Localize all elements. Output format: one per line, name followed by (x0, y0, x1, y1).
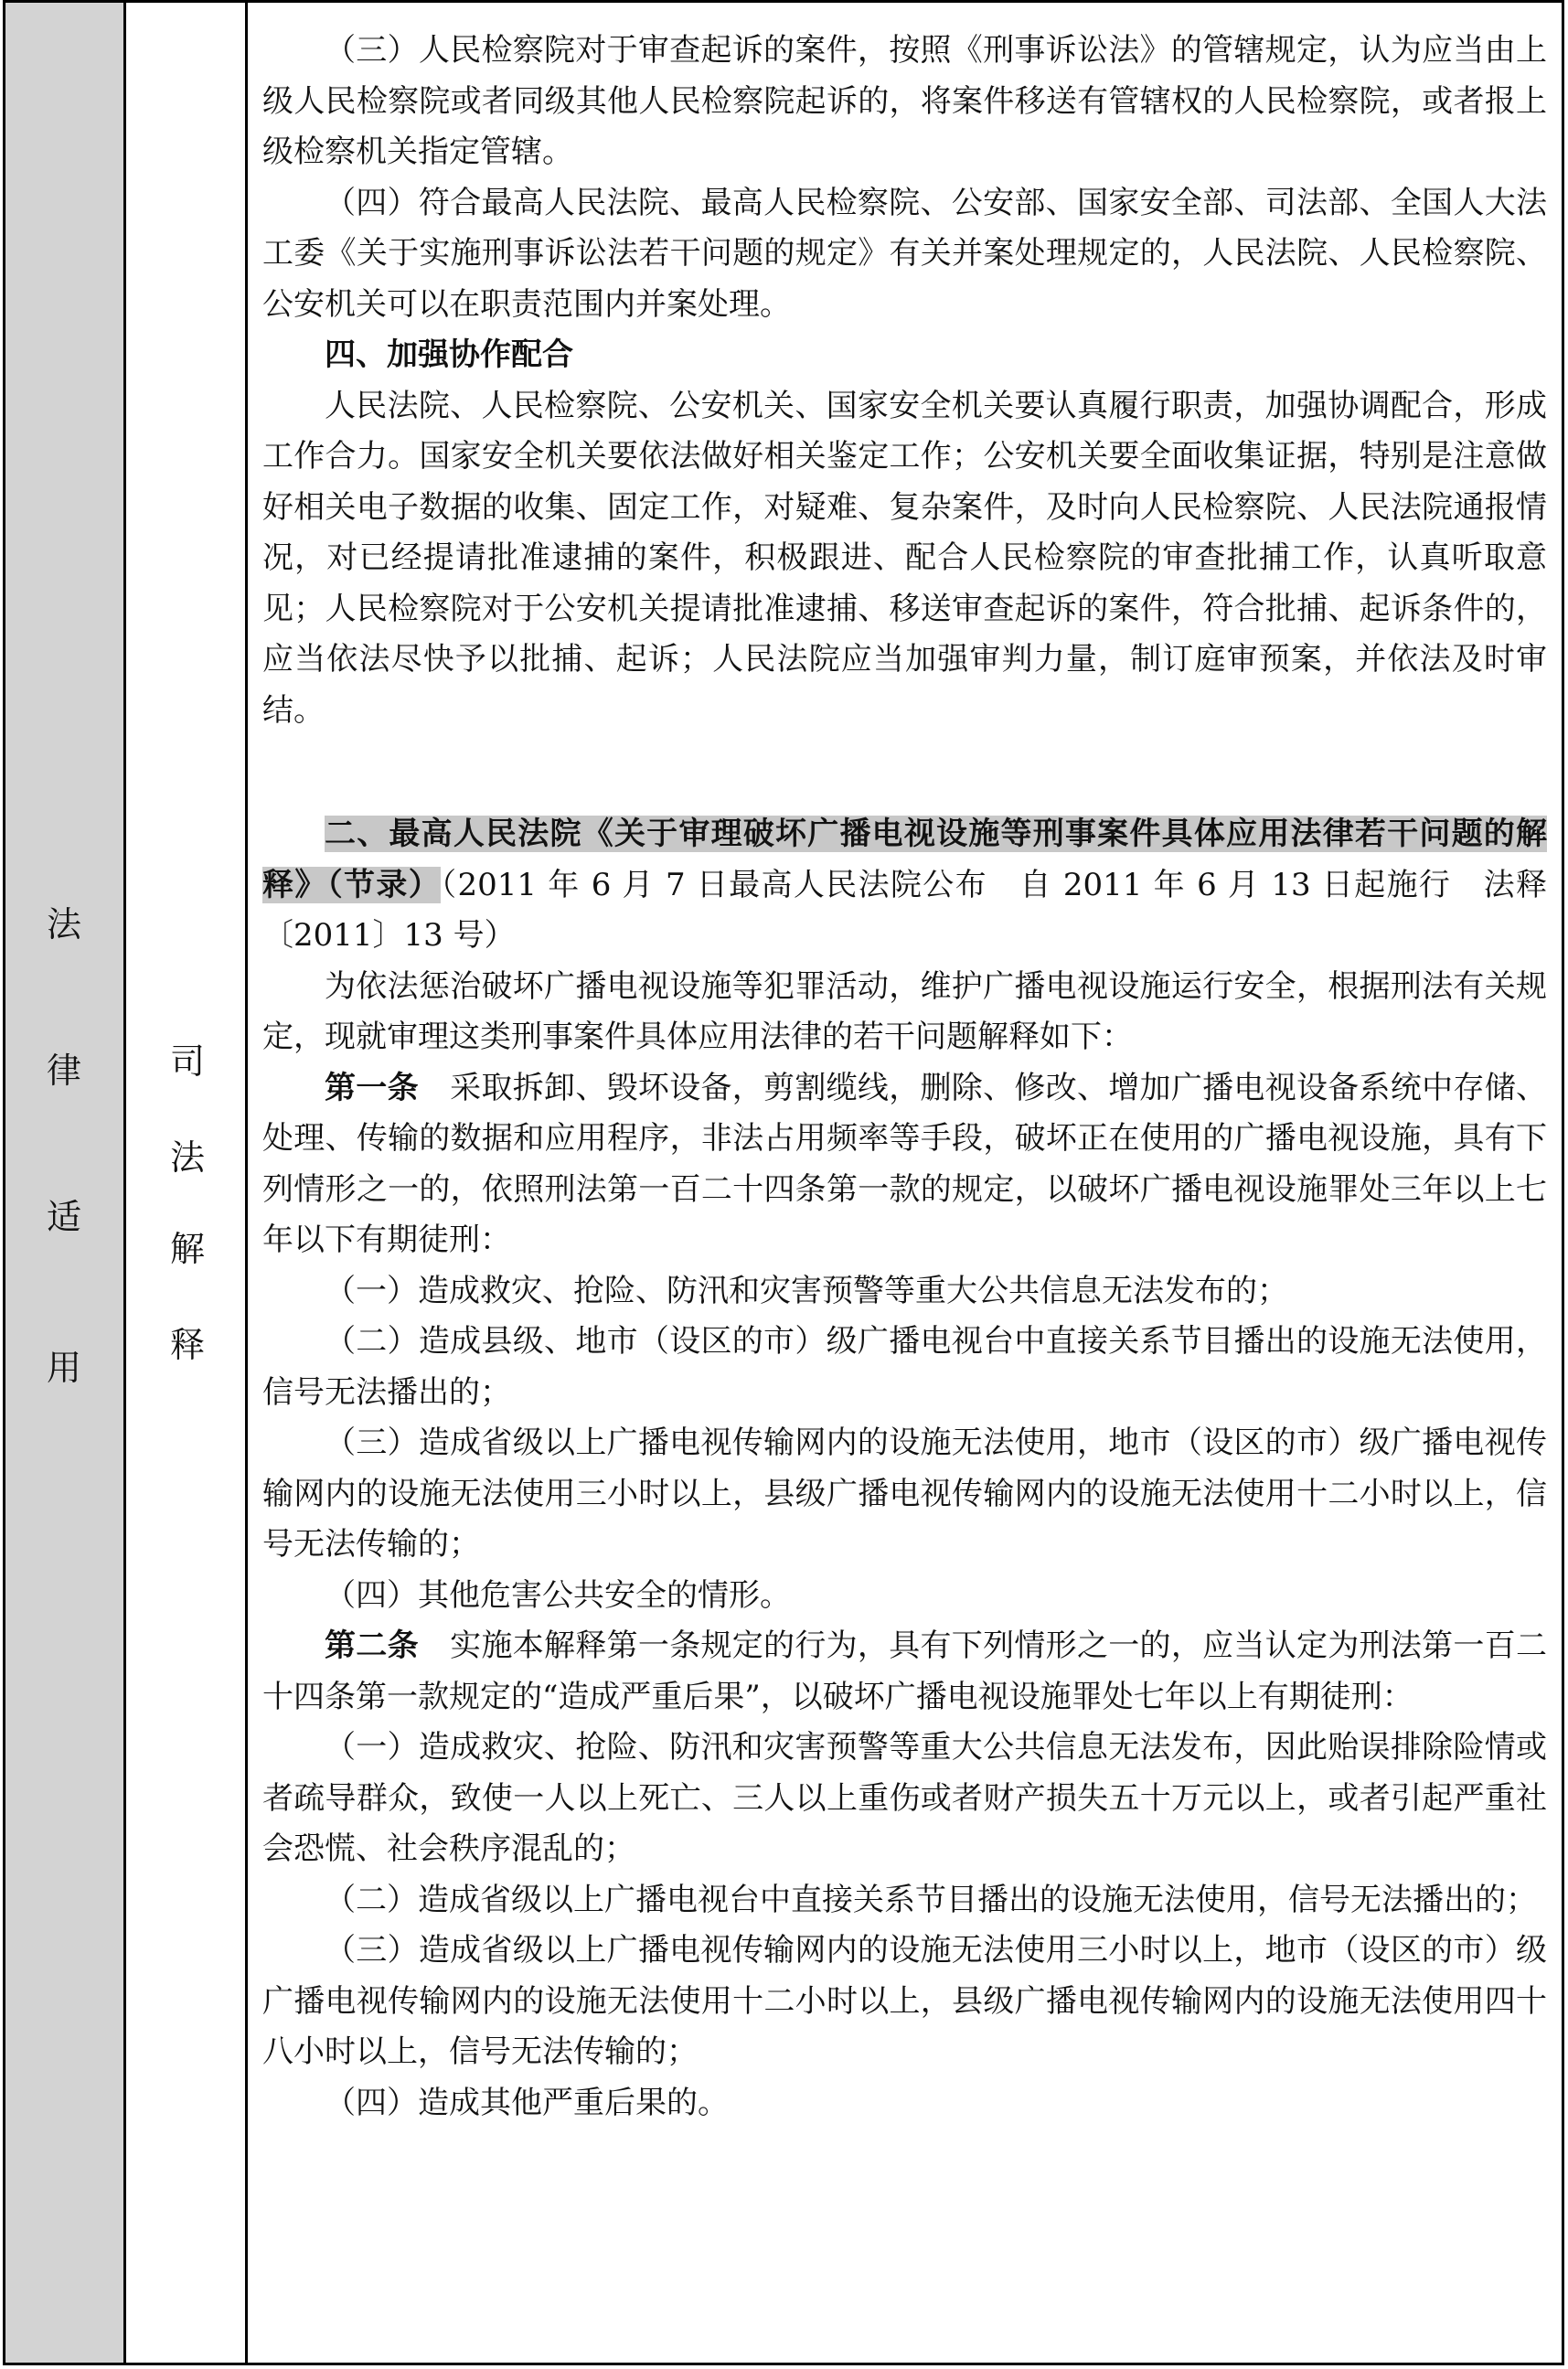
article-2-text: 实施本解释第一条规定的行为，具有下列情形之一的，应当认定为刑法第一百二十四条第一款规定的“造成严重后果”，以破坏广播电视设施罪处七年以上有期徒刑： (262, 1627, 1548, 1715)
article-1 (262, 1063, 1547, 1266)
category-char-3: 适 (46, 1197, 81, 1237)
article-1-item-3: （三）造成省级以上广播电视传输网内的设施无法使用，地市（设区的市）级广播电视传输网内的设施无法使用三小时以上，县级广播电视传输网内的设施无法使用十二小时以上，信号无法传输的； (262, 1425, 1547, 1563)
paragraph-item-3: （三）人民检察院对于审查起诉的案件，按照《刑事诉讼法》的管辖规定，认为应当由上级人民检察院或者同级其他人民检察院起诉的，将案件移送有管辖权的人民检察院，或者报上级检察机关指定管辖。 (262, 32, 1547, 170)
section2-title: 二、最高人民法院《关于审理破坏广播电视设施等刑事案件具体应用法律若干问题的解释》（节录） (262, 816, 1547, 903)
paragraph-cooperation: 人民法院、人民检察院、公安机关、国家安全机关要认真履行职责，加强协调配合，形成工作合力。国家安全机关要依法做好相关鉴定工作；公安机关要全面收集证据，特别是注意做好相关电子数据的收集、固定工作，对疑难、复杂案件，及时向人民检察院、人民法院通报情况，对已经提请批准逮捕的案件，积极跟进、配合人民检察院的审查批捕工作，认真听取意见；人民检察院对于公安机关提请批准逮捕、移送审查起诉的案件，符合批捕、起诉条件的，应当依法尽快予以批捕、起诉；人民法院应当加强审判力量，制订庭审预案，并依法及时审结。 (262, 387, 1547, 729)
subcategory-char-2: 法 (169, 1137, 205, 1178)
article-2-item-1: （一）造成救灾、抢险、防汛和灾害预警等重大公共信息无法发布，因此贻误排除险情或者疏导群众，致使一人以上死亡、三人以上重伤或者财产损失五十万元以上，或者引起严重社会恐慌、社会秩序混乱的； (262, 1729, 1547, 1867)
section2-source: （2011 年 6 月 7 日最高人民法院公布 自 2011 年 6 月 13 日起施行 法释〔2011〕13 号） (262, 866, 1547, 954)
article-2 (262, 1621, 1547, 1723)
article-1-item-1: （一）造成救灾、抢险、防汛和灾害预警等重大公共信息无法发布的； (325, 1272, 1288, 1309)
section-heading: 四、加强协作配合 (325, 336, 573, 373)
subcategory-char-1: 司 (169, 1041, 205, 1082)
section2-header (262, 809, 1547, 962)
article-1-item-4: （四）其他危害公共安全的情形。 (325, 1576, 791, 1614)
article-2-label: 第二条 (325, 1627, 419, 1664)
subcategory-column (126, 0, 248, 2365)
article-1-item-2: （二）造成县级、地市（设区的市）级广播电视台中直接关系节目播出的设施无法使用，信号无法播出的； (262, 1323, 1547, 1411)
document-body (262, 26, 1547, 2129)
article-2-item-2: （二）造成省级以上广播电视台中直接关系节目播出的设施无法使用，信号无法播出的； (325, 1881, 1537, 1918)
article-1-text: 采取拆卸、毁坏设备，剪割缆线，删除、修改、增加广播电视设备系统中存储、处理、传输的数据和应用程序，非法占用频率等手段，破坏正在使用的广播电视设施，具有下列情形之一的，依照刑法第一百二十四条第一款的规定，以破坏广播电视设施罪处三年以上七年以下有期徒刑： (262, 1069, 1548, 1258)
category-column (3, 0, 126, 2365)
article-2-item-3: （三）造成省级以上广播电视传输网内的设施无法使用三小时以上，地市（设区的市）级广播电视传输网内的设施无法使用十二小时以上，县级广播电视传输网内的设施无法使用四十八小时以上，信号无法传输的； (262, 1932, 1547, 2070)
category-char-4: 用 (46, 1348, 81, 1388)
paragraph-item-4: （四）符合最高人民法院、最高人民检察院、公安部、国家安全部、司法部、全国人大法工委《关于实施刑事诉讼法若干问题的规定》有关并案处理规定的，人民法院、人民检察院、公安机关可以在职责范围内并案处理。 (262, 184, 1547, 323)
section-gap (262, 736, 1547, 809)
intro-paragraph: 为依法惩治破坏广播电视设施等犯罪活动，维护广播电视设施运行安全，根据刑法有关规定，现就审理这类刑事案件具体应用法律的若干问题解释如下： (262, 967, 1547, 1055)
subcategory-char-3: 解 (169, 1229, 205, 1269)
category-char-2: 律 (46, 1051, 81, 1091)
article-1-label: 第一条 (325, 1069, 419, 1106)
article-2-item-4: （四）造成其他严重后果的。 (325, 2084, 729, 2121)
category-char-1: 法 (46, 904, 81, 944)
subcategory-char-4: 释 (169, 1325, 205, 1365)
